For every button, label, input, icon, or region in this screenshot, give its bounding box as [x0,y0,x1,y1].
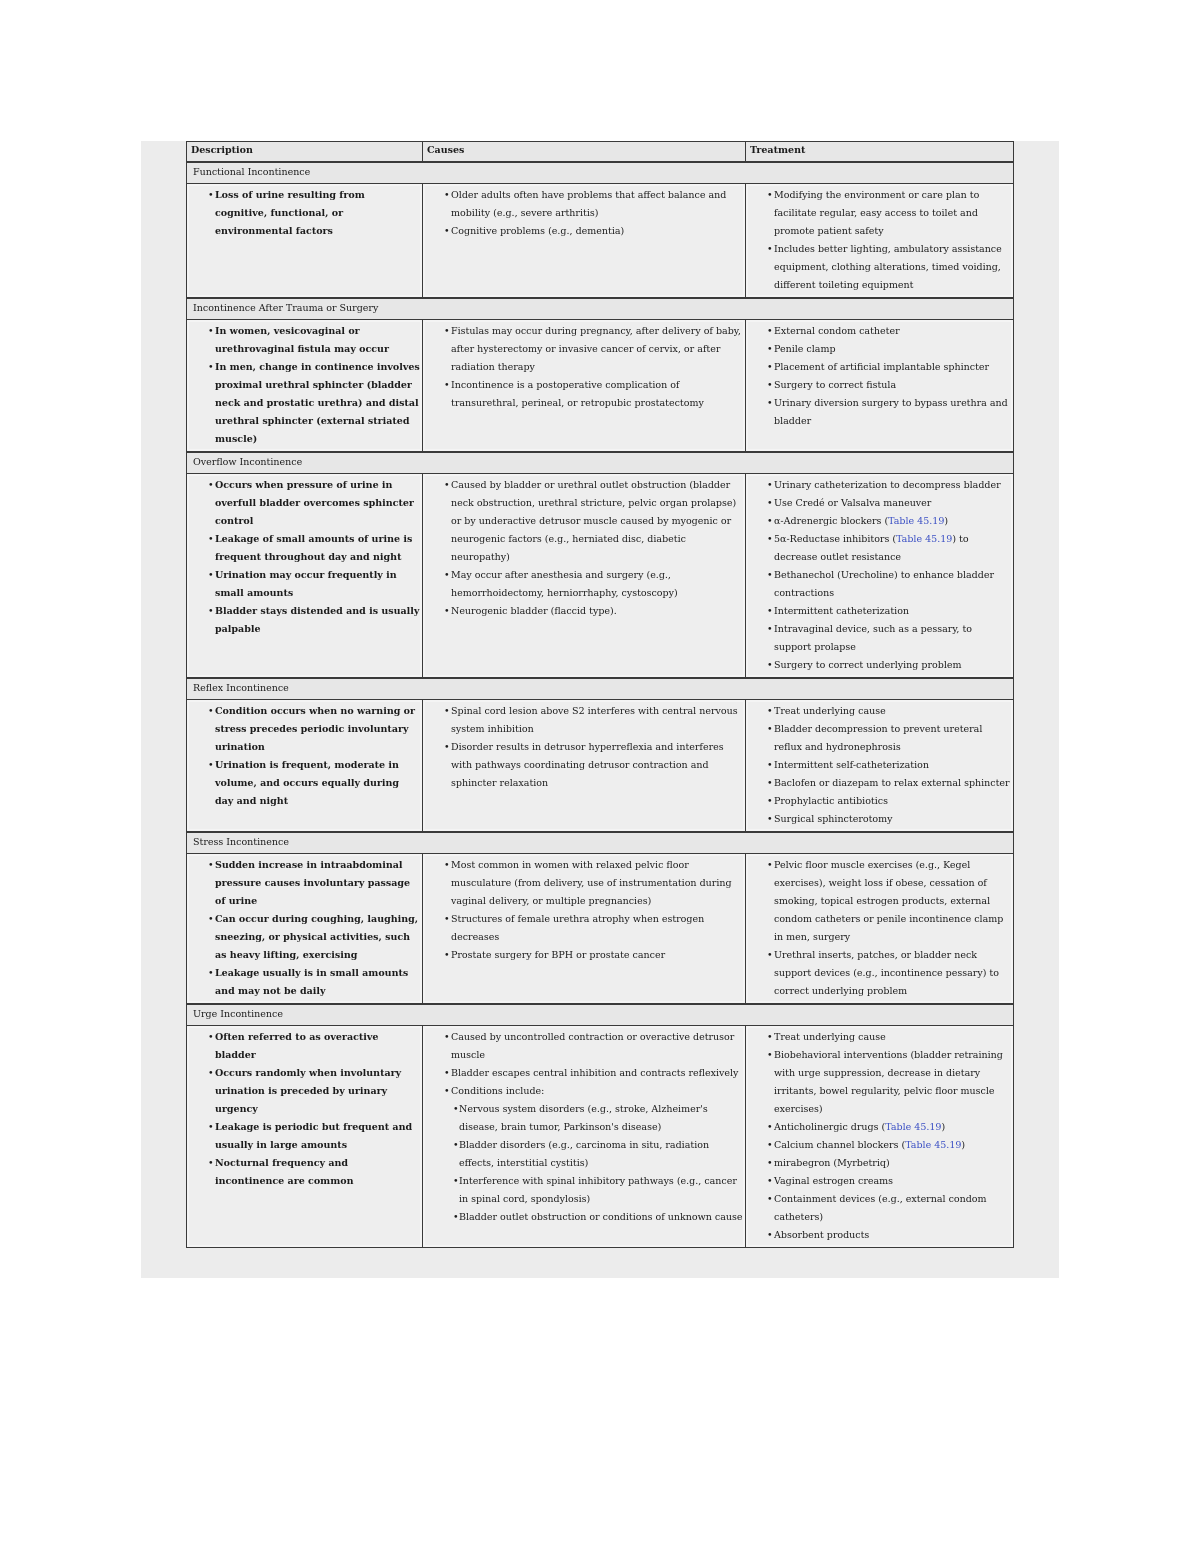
causes-cell [423,854,746,1005]
list-item: • Prostate surgery for BPH or prostate cancer [425,947,743,965]
header-causes: Causes [423,142,746,163]
treatment-cell [746,320,1014,453]
list-item: • Surgery to correct fistula [748,377,1011,395]
list-item: • Placement of artificial implantable sphincter [748,359,1011,377]
list-item: • Condition occurs when no warning or stress precedes periodic involuntary urination [189,703,420,757]
list-item: • Vaginal estrogen creams [748,1173,1011,1191]
section-row-overflow [187,452,1014,474]
causes-cell [423,474,746,679]
description-cell [187,1026,423,1248]
list-item: • External condom catheter [748,323,1011,341]
table-row [187,184,1014,299]
list-item: • Absorbent products [748,1227,1011,1245]
list-item: • Pelvic floor muscle exercises (e.g., Kegel exercises), weight loss if obese, cessation of smoking, topical estrogen products, external condom catheters or penile incontinence clamp in men, surgery [748,857,1011,947]
list-item: • α-Adrenergic blockers (Table 45.19) [748,513,1011,531]
list-item: • Urinary catheterization to decompress bladder [748,477,1011,495]
causes-cell [423,184,746,299]
list-item: • Intermittent catheterization [748,603,1011,621]
list-item: • May occur after anesthesia and surgery (e.g., hemorrhoidectomy, herniorrhaphy, cystoscopy) [425,567,743,603]
section-title: Incontinence After Trauma or Surgery [187,298,1014,320]
causes-cell [423,320,746,453]
treatment-cell [746,700,1014,833]
list-item: • Urinary diversion surgery to bypass urethra and bladder [748,395,1011,431]
list-item: • Treat underlying cause [748,703,1011,721]
description-cell [187,184,423,299]
section-row-stress [187,832,1014,854]
list-item: • Leakage is periodic but frequent and usually in large amounts [189,1119,420,1155]
section-title: Reflex Incontinence [187,678,1014,700]
description-cell [187,700,423,833]
table-row [187,700,1014,833]
list-item: • Use Credé or Valsalva maneuver [748,495,1011,513]
list-item: • Includes better lighting, ambulatory assistance equipment, clothing alterations, timed voiding, different toileting equipment [748,241,1011,295]
list-item: • Prophylactic antibiotics [748,793,1011,811]
causes-cell [423,700,746,833]
list-item: • Often referred to as overactive bladder [189,1029,420,1065]
table-reference-link[interactable]: Table 45.19 [896,534,953,545]
list-item: • Leakage of small amounts of urine is frequent throughout day and night [189,531,420,567]
list-item: • Loss of urine resulting from cognitive, functional, or environmental factors [189,187,420,241]
list-item: • Spinal cord lesion above S2 interferes with central nervous system inhibition [425,703,743,739]
treatment-cell [746,474,1014,679]
list-item: • Surgery to correct underlying problem [748,657,1011,675]
description-cell [187,320,423,453]
list-item: • Treat underlying cause [748,1029,1011,1047]
sub-list-item: • Interference with spinal inhibitory pathways (e.g., cancer in spinal cord, spondylosis) [425,1173,743,1209]
list-item: • Neurogenic bladder (flaccid type). [425,603,743,621]
list-item: • 5α-Reductase inhibitors (Table 45.19) to decrease outlet resistance [748,531,1011,567]
list-item: • Urination is frequent, moderate in volume, and occurs equally during day and night [189,757,420,811]
treatment-cell [746,1026,1014,1248]
description-cell [187,854,423,1005]
sub-list-item: • Nervous system disorders (e.g., stroke, Alzheimer's disease, brain tumor, Parkinson's disease) [425,1101,743,1137]
section-title: Stress Incontinence [187,832,1014,854]
table-row [187,474,1014,679]
section-row-urge [187,1004,1014,1026]
table-reference-link[interactable]: Table 45.19 [885,1122,942,1133]
causes-cell [423,1026,746,1248]
list-item: • Occurs when pressure of urine in overfull bladder overcomes sphincter control [189,477,420,531]
list-item: • Intravaginal device, such as a pessary, to support prolapse [748,621,1011,657]
section-row-reflex [187,678,1014,700]
list-item: • Conditions include: [425,1083,743,1101]
list-item: • Bethanechol (Urecholine) to enhance bladder contractions [748,567,1011,603]
list-item: • In women, vesicovaginal or urethrovaginal fistula may occur [189,323,420,359]
table-reference-link[interactable]: Table 45.19 [905,1140,962,1151]
incontinence-table [186,141,1014,1248]
section-title: Urge Incontinence [187,1004,1014,1026]
treatment-cell [746,184,1014,299]
section-title: Overflow Incontinence [187,452,1014,474]
header-row [187,142,1014,163]
table-reference-link[interactable]: Table 45.19 [888,516,945,527]
list-item: • Caused by uncontrolled contraction or overactive detrusor muscle [425,1029,743,1065]
list-item: • Surgical sphincterotomy [748,811,1011,829]
list-item: • Cognitive problems (e.g., dementia) [425,223,743,241]
sub-list-item: • Bladder disorders (e.g., carcinoma in situ, radiation effects, interstitial cystitis) [425,1137,743,1173]
list-item: • Nocturnal frequency and incontinence are common [189,1155,420,1191]
description-cell [187,474,423,679]
list-item: • mirabegron (Myrbetriq) [748,1155,1011,1173]
list-item: • Modifying the environment or care plan to facilitate regular, easy access to toilet and promote patient safety [748,187,1011,241]
list-item: • Bladder escapes central inhibition and contracts reflexively [425,1065,743,1083]
table-row [187,1026,1014,1248]
list-item: • Baclofen or diazepam to relax external sphincter [748,775,1011,793]
list-item: • Bladder decompression to prevent ureteral reflux and hydronephrosis [748,721,1011,757]
list-item: • Older adults often have problems that affect balance and mobility (e.g., severe arthritis) [425,187,743,223]
section-row-trauma-surgery [187,298,1014,320]
header-description: Description [187,142,423,163]
table-row [187,854,1014,1005]
header-treatment: Treatment [746,142,1014,163]
list-item: • Occurs randomly when involuntary urination is preceded by urinary urgency [189,1065,420,1119]
treatment-cell [746,854,1014,1005]
list-item: • Containment devices (e.g., external condom catheters) [748,1191,1011,1227]
list-item: • Urethral inserts, patches, or bladder neck support devices (e.g., incontinence pessary) to correct underlying problem [748,947,1011,1001]
section-row-functional [187,162,1014,184]
section-title: Functional Incontinence [187,162,1014,184]
list-item: • Biobehavioral interventions (bladder retraining with urge suppression, decrease in dietary irritants, bowel regularity, pelvic floor muscle exercises) [748,1047,1011,1119]
list-item: • Urination may occur frequently in small amounts [189,567,420,603]
list-item: • Leakage usually is in small amounts and may not be daily [189,965,420,1001]
sub-list-item: • Bladder outlet obstruction or conditions of unknown cause [425,1209,743,1227]
list-item: • Disorder results in detrusor hyperreflexia and interferes with pathways coordinating detrusor contraction and sphincter relaxation [425,739,743,793]
list-item: • Most common in women with relaxed pelvic floor musculature (from delivery, use of instrumentation during vaginal delivery, or multiple pregnancies) [425,857,743,911]
table-row [187,320,1014,453]
list-item: • Can occur during coughing, laughing, sneezing, or physical activities, such as heavy lifting, exercising [189,911,420,965]
list-item: • Fistulas may occur during pregnancy, after delivery of baby, after hysterectomy or invasive cancer of cervix, or after radiation therapy [425,323,743,377]
list-item: • Sudden increase in intraabdominal pressure causes involuntary passage of urine [189,857,420,911]
list-item: • In men, change in continence involves proximal urethral sphincter (bladder neck and prostatic urethra) and distal urethral sphincter (external striated muscle) [189,359,420,449]
list-item: • Incontinence is a postoperative complication of transurethral, perineal, or retropubic prostatectomy [425,377,743,413]
list-item: • Intermittent self-catheterization [748,757,1011,775]
list-item: • Caused by bladder or urethral outlet obstruction (bladder neck obstruction, urethral stricture, pelvic organ prolapse) or by underactive detrusor muscle caused by myogenic or neurogenic factors (e.g., herniated disc, diabetic neuropathy) [425,477,743,567]
list-item: • Penile clamp [748,341,1011,359]
list-item: • Bladder stays distended and is usually palpable [189,603,420,639]
list-item: • Anticholinergic drugs (Table 45.19) [748,1119,1011,1137]
list-item: • Calcium channel blockers (Table 45.19) [748,1137,1011,1155]
list-item: • Structures of female urethra atrophy when estrogen decreases [425,911,743,947]
